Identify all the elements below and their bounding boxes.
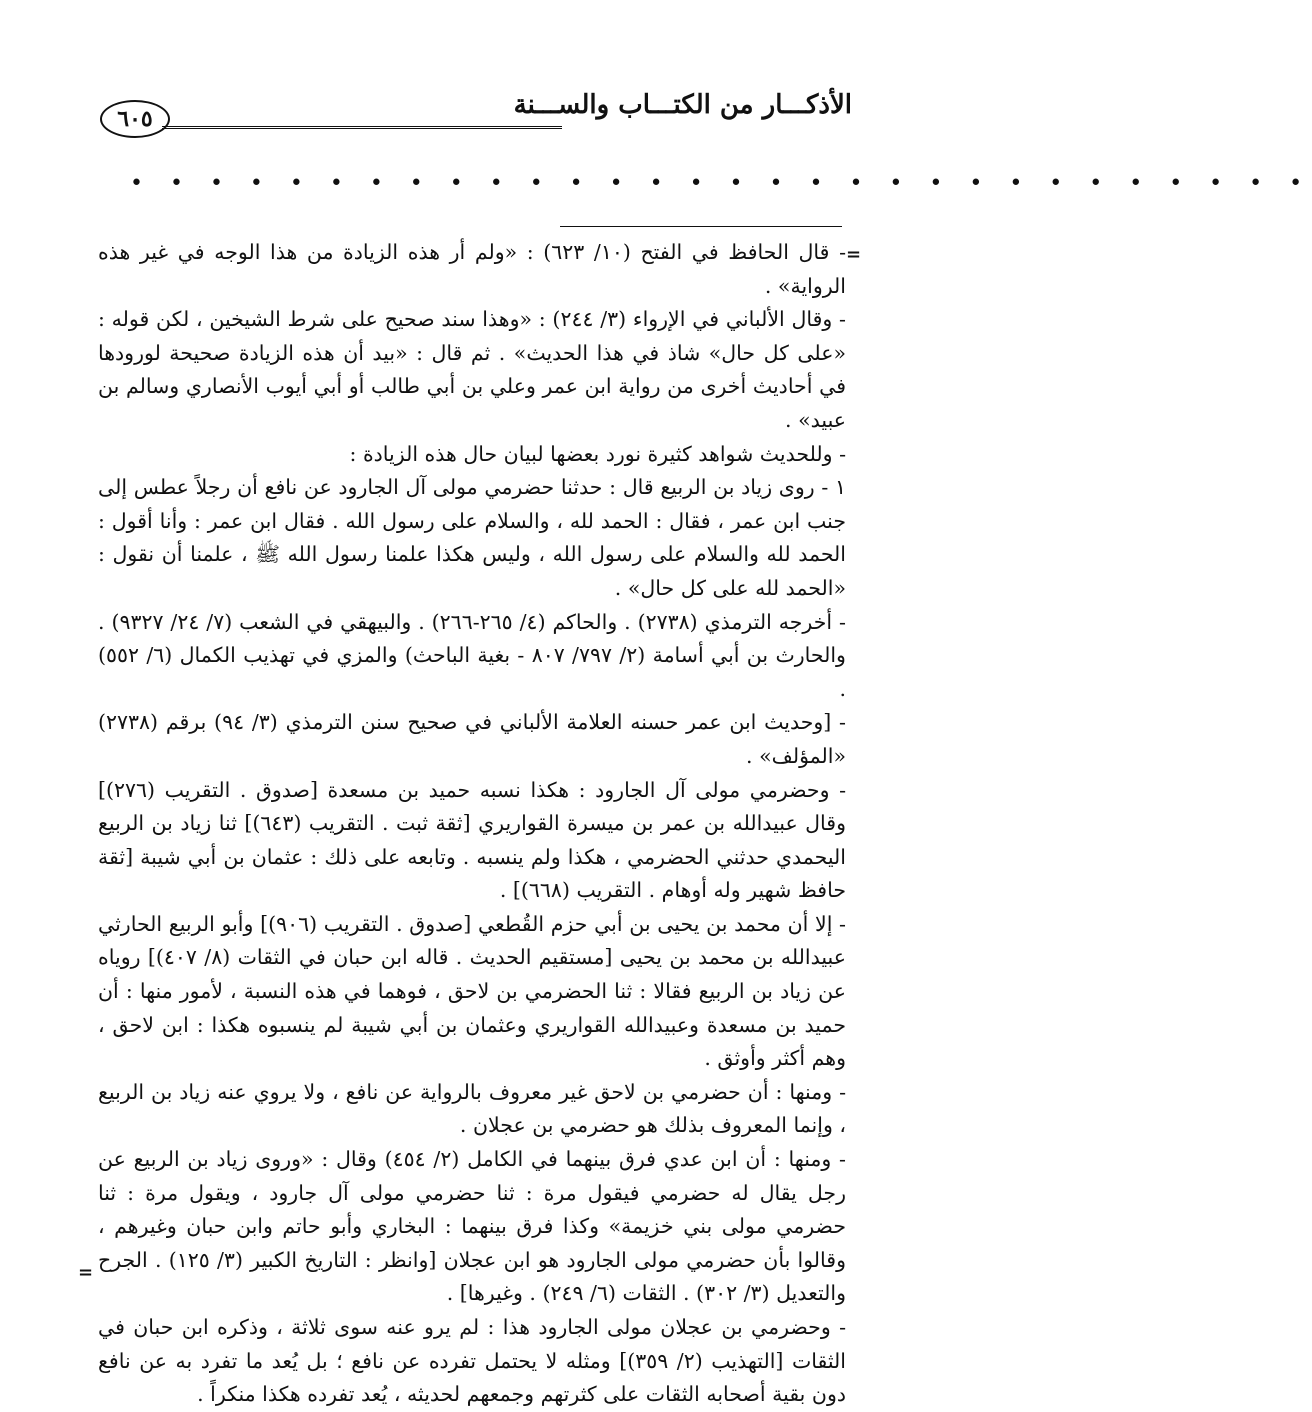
paragraph: - وحضرمي مولى آل الجارود : هكذا نسبه حميد بن مسعدة [صدوق . التقريب (٢٧٦)] وقال عبيدالله بن عمر بن ميسرة القواريري [ثقة ثبت . التقريب (٦٤٣)] ثنا زياد بن الربيع اليحمدي حدثني الحضرمي ، هكذا ولم ينسبه . وتابعه على ذلك : عثمان بن أبي شيبة [ثقة حافظ شهير وله أوهام . التقريب (٦٦٨)] . xyxy=(98,777,846,903)
paragraph: - ومنها : أن ابن عدي فرق بينهما في الكامل (٢/ ٤٥٤) وقال : «وروى زياد بن الربيع عن رجل يقال له حضرمي فيقول مرة : ثنا حضرمي مولى آل جارود ، ويقول مرة : ثنا حضرمي مولى بني خزيمة» وكذا فرق بينهما : البخاري وأبو حاتم وابن حبان وغيرهم ، وقالوا بأن حضرمي مولى الجارود هو ابن عجلان [وانظر : التاريخ الكبير (٣/ ١٢٥) . الجرح والتعديل (٣/ ٣٠٢) . الثقات (٦/ ٢٤٩) . وغيرها] . xyxy=(98,1147,846,1306)
footnote-rule xyxy=(560,226,842,227)
paragraph: - [وحديث ابن عمر حسنه العلامة الألباني في صحيح سنن الترمذي (٣/ ٩٤) برقم (٢٧٣٨) «المؤلف» . xyxy=(98,710,846,768)
page-number: ٦٠٥ xyxy=(100,100,170,138)
paragraph: - وقال الألباني في الإرواء (٣/ ٢٤٤) : «وهذا سند صحيح على شرط الشيخين ، لكن قوله : «على كل حال» شاذ في هذا الحديث» . ثم قال : «بيد أن هذه الزيادة صحيحة لورودها في أحاديث أخرى من رواية ابن عمر وعلي بن أبي طالب أو أبي أيوب الأنصاري وسالم بن عبيد» . xyxy=(98,307,846,432)
paragraph: - إلا أن محمد بن يحيى بن أبي حزم القُطعي [صدوق . التقريب (٩٠٦)] وأبو الربيع الحارثي عبيدالله بن محمد بن يحيى [مستقيم الحديث . قاله ابن حبان في الثقات (٨/ ٤٠٧)] روياه عن زياد بن الربيع فقالا : ثنا الحضرمي بن لاحق ، فوهما في هذه النسبة ، لأمور منها : أن حميد بن مسعدة وعبيدالله القواريري وعثمان بن أبي شيبة لم ينسبوه هكذا : ابن لاحق ، وهم أكثر وأوثق . xyxy=(98,911,846,1071)
running-title: الأذكـــار من الكتـــاب والســـنة xyxy=(513,90,852,120)
header-rule xyxy=(162,126,562,129)
running-header xyxy=(100,88,852,140)
paragraph: - أخرجه الترمذي (٢٧٣٨) . والحاكم (٤/ ٢٦٥-٢٦٦) . والبيهقي في الشعب (٧/ ٢٤/ ٩٣٢٧) . والحارث بن أبي أسامة (٢/ ٧٩٧/ ٨٠٧ - بغية الباحث) والمزي في تهذيب الكمال (٦/ ٥٥٢) . xyxy=(98,609,846,701)
dot-separator: • • • • • • • • • • • • • • • • • • • • • • • • • • • • • • xyxy=(130,171,1312,196)
footnote-text xyxy=(98,236,846,1412)
paragraph: - ومنها : أن حضرمي بن لاحق غير معروف بالرواية عن نافع ، ولا يروي عنه زياد بن الربيع ، وإنما المعروف بذلك هو حضرمي بن عجلان . xyxy=(98,1079,846,1138)
paragraph: - قال الحافظ في الفتح (١٠/ ٦٢٣) : «ولم أر هذه الزيادة من هذا الوجه في غير هذه الرواية» . xyxy=(98,240,846,298)
paragraph: ١ - روى زياد بن الربيع قال : حدثنا حضرمي مولى آل الجارود عن نافع أن رجلاً عطس إلى جنب ابن عمر ، فقال : الحمد لله ، والسلام على رسول الله . فقال ابن عمر : وأنا أقول : الحمد لله والسلام على رسول الله ، وليس هكذا علمنا رسول الله ﷺ ، علمنا أن نقول : «الحمد لله على كل حال» . xyxy=(98,475,846,600)
continuation-mark-end: = xyxy=(78,1262,94,1283)
paragraph: - وللحديث شواهد كثيرة نورد بعضها لبيان حال هذه الزيادة : xyxy=(349,441,846,466)
continuation-mark: = xyxy=(846,244,862,265)
paragraph: - وحضرمي بن عجلان مولى الجارود هذا : لم يرو عنه سوى ثلاثة ، وذكره ابن حبان في الثقات [التهذيب (٢/ ٣٥٩)] ومثله لا يحتمل تفرده عن نافع ؛ بل يُعد ما تفرد به عن نافع دون بقية أصحابه الثقات على كثرتهم وجمعهم لحديثه ، يُعد تفرده هكذا منكراً . xyxy=(98,1315,846,1407)
